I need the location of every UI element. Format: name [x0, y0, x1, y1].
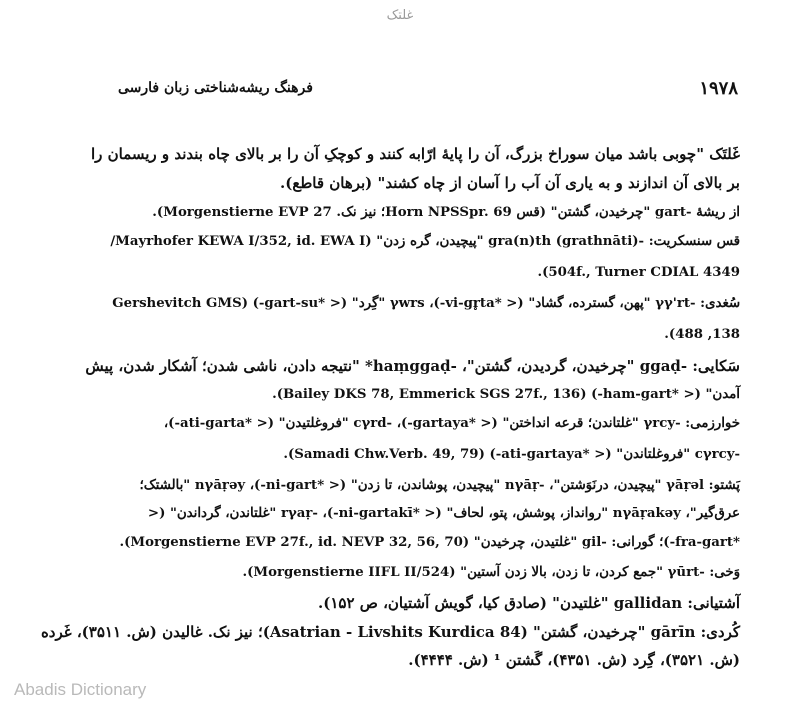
entry-body — [40, 140, 740, 674]
entry-line: قس سنسکریت: -gra(n)th (grathnāti) "پیچیدن، گره زدن" (Mayrhofer KEWA I/352, id. EWA I/ — [110, 234, 740, 249]
watermark: Abadis Dictionary — [14, 680, 147, 699]
entry-line: 138, 488). — [664, 327, 740, 342]
entry-line: سَکایی: -ggaḍ "چرخیدن، گردیدن، گشتن"، -haṃggaḍ* "نتیجه دادن، ناشی شدن؛ آشکار شدن، پیش — [85, 357, 740, 375]
page-title: غلتک — [386, 8, 414, 23]
entry-line: سُغدی: -γγ'rt "پهن، گسترده، گشاد" (< *vi-gr̥ta-)، γwrs "گِرد" (< *gart-su-) (Gershevitch GMS — [112, 296, 740, 311]
entry-line: -cγrcy "فروغلتاندن" (< *ati-gartaya-) (Samadi Chw.Verb. 49, 79). — [283, 447, 740, 462]
entry-line: بر بالای آن اندازند و به یاری آن آب را آسان از چاه کشند" (برهان قاطع). — [280, 174, 740, 192]
entry-line: خوارزمی: -γrcy "غلتاندن؛ قرعه انداختن" (< *gartaya-)، -cγrd "فروغلتیدن" (< *ati-garta-)، — [163, 416, 740, 431]
entry-line: کُردی: gārīn "چرخیدن، گشتن" (Asatrian - Livshits Kurdica 84)؛ نیز نک. غالیدن (ش. ۳۵۱۱)، غَرده — [40, 623, 740, 641]
page-number: ۱۹۷۸ — [699, 78, 738, 99]
entry-line: وَخی: -γūrt "جمع کردن، تا زدن، بالا زدن آستین" (Morgenstierne IIFL II/524). — [242, 565, 740, 580]
entry-line: از ریشهٔ -gart "چرخیدن، گشتن" (قس Horn NPSSpr. 69؛ نیز نک. Morgenstierne EVP 27). — [152, 205, 740, 220]
page-header — [118, 80, 738, 102]
entry-line: پَشتو: γāṛəl "پیچیدن، درنَوَشتن"، -nγāṛ "پیچیدن، پوشاندن، تا زدن" (< *ni-gart-)، nγāṛəy "بالشتک؛ — [139, 478, 740, 493]
entry-line: 504f., Turner CDIAL 4349). — [537, 265, 740, 280]
book-title: فرهنگ ریشه‌شناختی زبان فارسی — [118, 80, 313, 96]
entry-line: *fra-gart-)؛ گورانی: -gil "غلتیدن، چرخیدن" (Morgenstierne EVP 27f., id. NEVP 32, 56, 70). — [119, 535, 740, 550]
entry-line: آمدن" (< *ham-gart-) (Bailey DKS 78, Emmerick SGS 27f., 136). — [272, 387, 740, 402]
entry-line: آشتیانی: gallidan "غلتیدن" (صادق کیا، گویش آشتیان، ص ۱۵۲). — [318, 594, 740, 612]
entry-line: عرق‌گیر"، nγāṛakəy "روانداز، پوشش، پتو، لحاف" (< *ni-gartakī-)، -rγaṛ "غلتاندن، گرداندن" (< — [147, 506, 740, 521]
entry-line: (ش. ۳۵۲۱)، گِرد (ش. ۴۳۵۱)، گَشتن ¹ (ش. ۴۴۴۴). — [408, 651, 740, 669]
entry-line: غَلتَک "چوبی باشد میان سوراخ بزرگ، آن را پایهٔ ارّابه کنند و کوچکِ آن را بر بالای چاه بندند و ریسمان را — [90, 145, 740, 163]
